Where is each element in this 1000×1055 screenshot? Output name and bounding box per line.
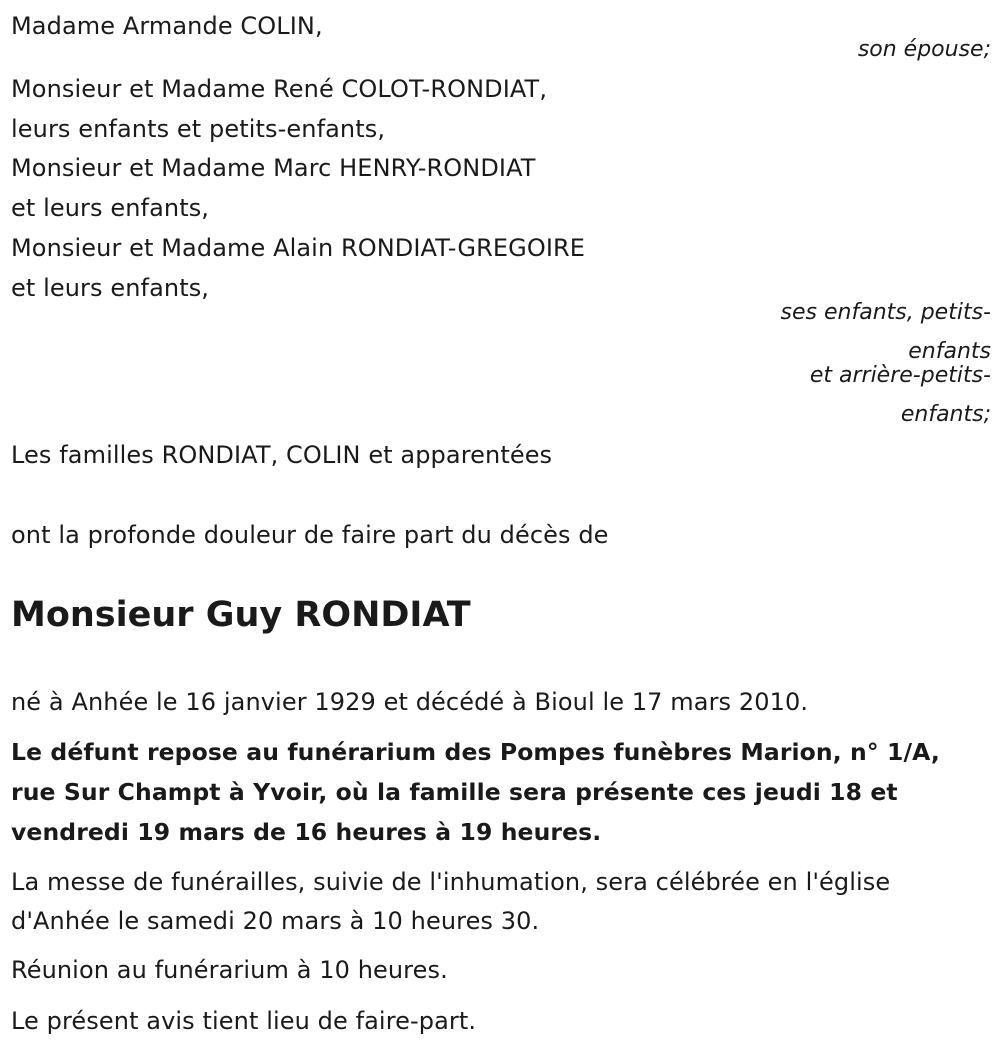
birth-death-line: né à Anhée le 16 janvier 1929 et décédé à Bioul le 17 mars 2010. — [11, 688, 809, 716]
mass-line-1: La messe de funérailles, suivie de l'inhumation, sera célébrée en l'église — [11, 868, 891, 896]
funerarium-line-1: Le défunt repose au funérarium des Pompes funèbres Marion, n° 1/A, — [11, 738, 940, 766]
mass-line-2: d'Anhée le samedi 20 mars à 10 heures 30. — [11, 907, 540, 935]
children-line-2: leurs enfants et petits-enfants, — [11, 115, 386, 143]
deceased-name: Monsieur Guy RONDIAT — [11, 595, 471, 635]
meeting-line: Réunion au funérarium à 10 heures. — [11, 956, 448, 984]
spouse-name: Madame Armande COLIN, — [11, 12, 323, 40]
children-line-5: Monsieur et Madame Alain RONDIAT-GREGOIRE — [11, 234, 586, 262]
announcement-line: ont la profonde douleur de faire part du décès de — [11, 521, 609, 549]
children-line-4: et leurs enfants, — [11, 194, 210, 222]
children-role-line-4: enfants; — [900, 402, 991, 427]
children-role-line-1: ses enfants, petits- — [780, 300, 991, 325]
notice-line: Le présent avis tient lieu de faire-part. — [11, 1007, 477, 1035]
children-role-line-2: enfants — [908, 339, 991, 364]
children-line-3: Monsieur et Madame Marc HENRY-RONDIAT — [11, 154, 536, 182]
funerarium-line-3: vendredi 19 mars de 16 heures à 19 heures. — [11, 818, 602, 846]
children-line-1: Monsieur et Madame René COLOT-RONDIAT, — [11, 75, 548, 103]
children-line-6: et leurs enfants, — [11, 274, 210, 302]
children-role-line-3: et arrière-petits- — [809, 363, 991, 388]
funerarium-line-2: rue Sur Champt à Yvoir, où la famille sera présente ces jeudi 18 et — [11, 778, 898, 806]
spouse-role: son épouse; — [857, 37, 991, 62]
families-line: Les familles RONDIAT, COLIN et apparentées — [11, 441, 553, 469]
